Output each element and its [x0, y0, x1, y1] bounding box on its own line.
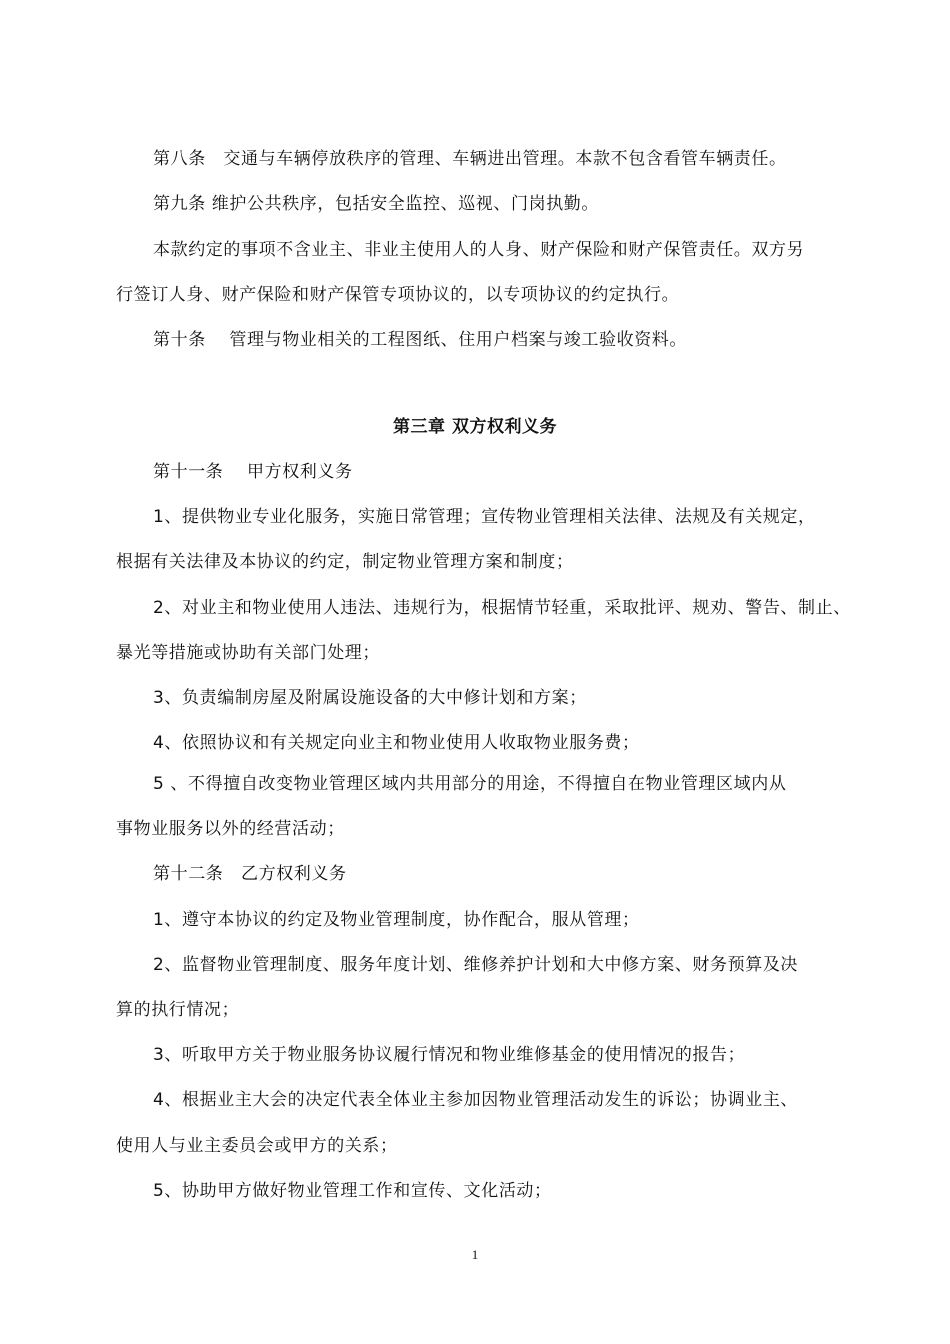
paragraph-line: 暴光等措施或协助有关部门处理； [116, 643, 380, 663]
paragraph-line: 2、对业主和物业使用人违法、违规行为，根据情节轻重，采取批评、规劝、警告、制止、 [153, 598, 851, 618]
paragraph-line: 根据有关法律及本协议的约定，制定物业管理方案和制度； [116, 552, 574, 572]
paragraph-line: 1、遵守本协议的约定及物业管理制度，协作配合，服从管理； [153, 910, 640, 930]
article-8-line: 第八条 交通与车辆停放秩序的管理、车辆进出管理。本款不包含看管车辆责任。 [153, 149, 787, 169]
paragraph-line: 行签订人身、财产保险和财产保管专项协议的，以专项协议的约定执行。 [116, 285, 680, 305]
paragraph-line: 本款约定的事项不含业主、非业主使用人的人身、财产保险和财产保管责任。双方另 [153, 240, 805, 260]
paragraph-line: 3、负责编制房屋及附属设施设备的大中修计划和方案； [153, 688, 587, 708]
paragraph-line: 4、依照协议和有关规定向业主和物业使用人收取物业服务费； [153, 733, 640, 753]
paragraph-line: 5、协助甲方做好物业管理工作和宣传、文化活动； [153, 1181, 552, 1201]
chapter-heading: 第三章 双方权利义务 [393, 417, 557, 437]
paragraph-line: 2、监督物业管理制度、服务年度计划、维修养护计划和大中修方案、财务预算及决 [153, 955, 799, 975]
paragraph-line: 3、听取甲方关于物业服务协议履行情况和物业维修基金的使用情况的报告； [153, 1045, 746, 1065]
paragraph-line: 使用人与业主委员会或甲方的关系； [116, 1136, 398, 1156]
paragraph-line: 事物业服务以外的经营活动； [116, 819, 345, 839]
paragraph-line: 1、提供物业专业化服务，实施日常管理；宣传物业管理相关法律、法规及有关规定， [153, 507, 816, 527]
article-12-line: 第十二条 乙方权利义务 [153, 864, 347, 884]
page-number: 1 [471, 1247, 479, 1262]
article-10-line: 第十条 管理与物业相关的工程图纸、住用户档案与竣工验收资料。 [153, 330, 688, 350]
paragraph-line: 4、根据业主大会的决定代表全体业主参加因物业管理活动发生的诉讼；协调业主、 [153, 1090, 799, 1110]
paragraph-line: 算的执行情况； [116, 1000, 240, 1020]
article-9-line: 第九条 维护公共秩序，包括安全监控、巡视、门岗执勤。 [153, 194, 600, 214]
article-11-line: 第十一条 甲方权利义务 [153, 462, 353, 482]
paragraph-line: 5 、不得擅自改变物业管理区域内共用部分的用途，不得擅自在物业管理区域内从 [153, 774, 787, 794]
